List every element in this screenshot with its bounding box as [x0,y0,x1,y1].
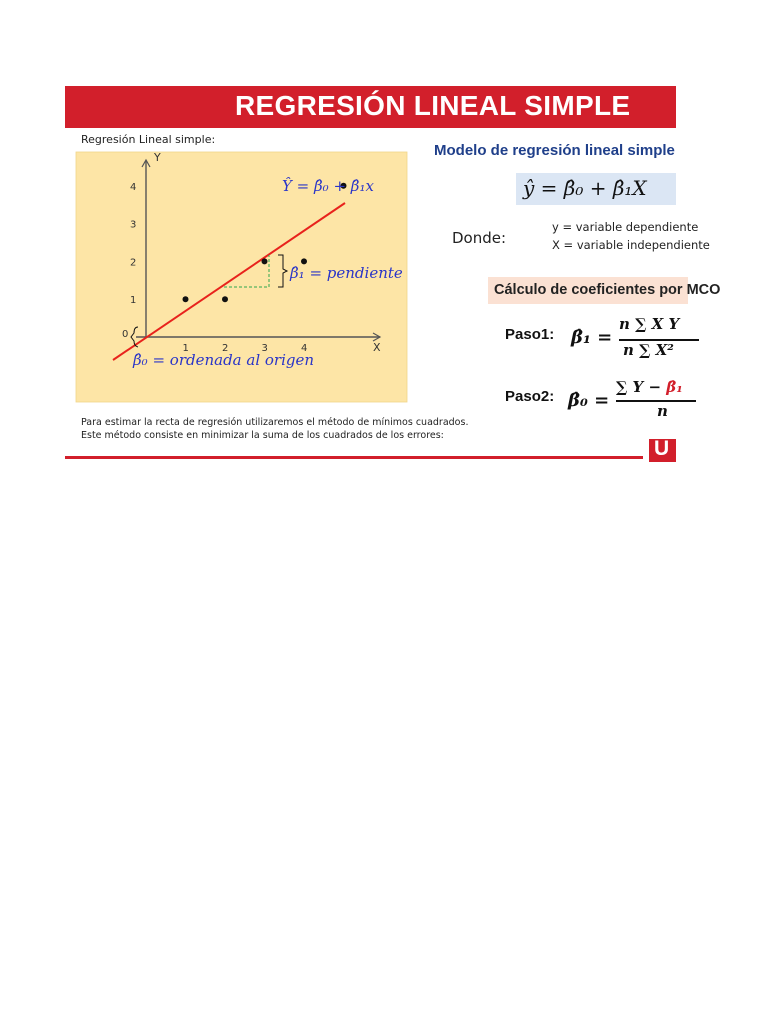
method-note-line1: Para estimar la recta de regresión utilizaremos el método de mínimos cuadrados. [81,417,469,428]
paso1-denominator: n ∑ X² [623,341,674,359]
data-point [262,258,268,264]
intercept-label: β̂₀ = ordenada al origen [133,351,315,369]
origin-label: 0 [122,329,129,340]
x-tick-label: 1 [182,343,189,354]
slide [65,86,721,462]
paso1-symbol: β̂₁ = [571,327,613,348]
paso2-fraction-line [616,400,696,402]
calc-heading: Cálculo de coeficientes por MCO [494,282,721,298]
calc-heading-box [488,277,721,304]
x-tick-label: 2 [222,343,229,354]
figure-subtitle: Regresión Lineal simple: [81,133,216,146]
data-point [183,296,189,302]
x-axis-label: X [373,341,381,354]
y-tick-label: 3 [130,219,137,231]
paso1-label: Paso1: [505,326,555,343]
bottom-rule [65,456,643,459]
paso2-label: Paso2: [505,388,555,405]
slope-label: β̂₁ = pendiente [290,264,403,282]
paso2-numerator-red: β̂₁ [666,378,683,396]
university-logo [649,439,676,462]
method-note-line2: Este método consiste en minimizar la suma de los cuadrados de los errores: [81,430,444,441]
title-bar [65,86,676,128]
variable-x-definition: X = variable independiente [552,238,710,252]
paso2-numerator [616,378,683,396]
regression-figure [76,152,407,402]
data-point [222,296,228,302]
line-equation: Ŷ = β̂₀ + β̂₁x [282,177,374,195]
paso2-numerator-text: ∑ Y − [616,378,662,396]
slide-title: REGRESIÓN LINEAL SIMPLE [235,90,631,121]
x-tick-label: 3 [261,343,268,354]
x-tick-label: 4 [301,343,308,354]
variable-y-definition: y = variable dependiente [552,220,699,234]
logo-letter: U [654,437,670,460]
paso2-denominator: n [657,402,668,420]
y-tick-label: 4 [130,181,137,193]
model-equation-box [516,173,676,205]
y-axis-label: Y [154,151,161,164]
donde-label: Donde: [452,229,507,247]
y-tick-label: 1 [130,295,137,307]
paso1-numerator: n ∑ X Y [619,315,680,333]
model-heading: Modelo de regresión lineal simple [434,142,675,159]
y-tick-label: 2 [130,257,137,269]
paso2-symbol: β̂₀ = [568,390,610,411]
model-equation: ŷ = β̂₀ + β̂₁X [523,176,647,200]
